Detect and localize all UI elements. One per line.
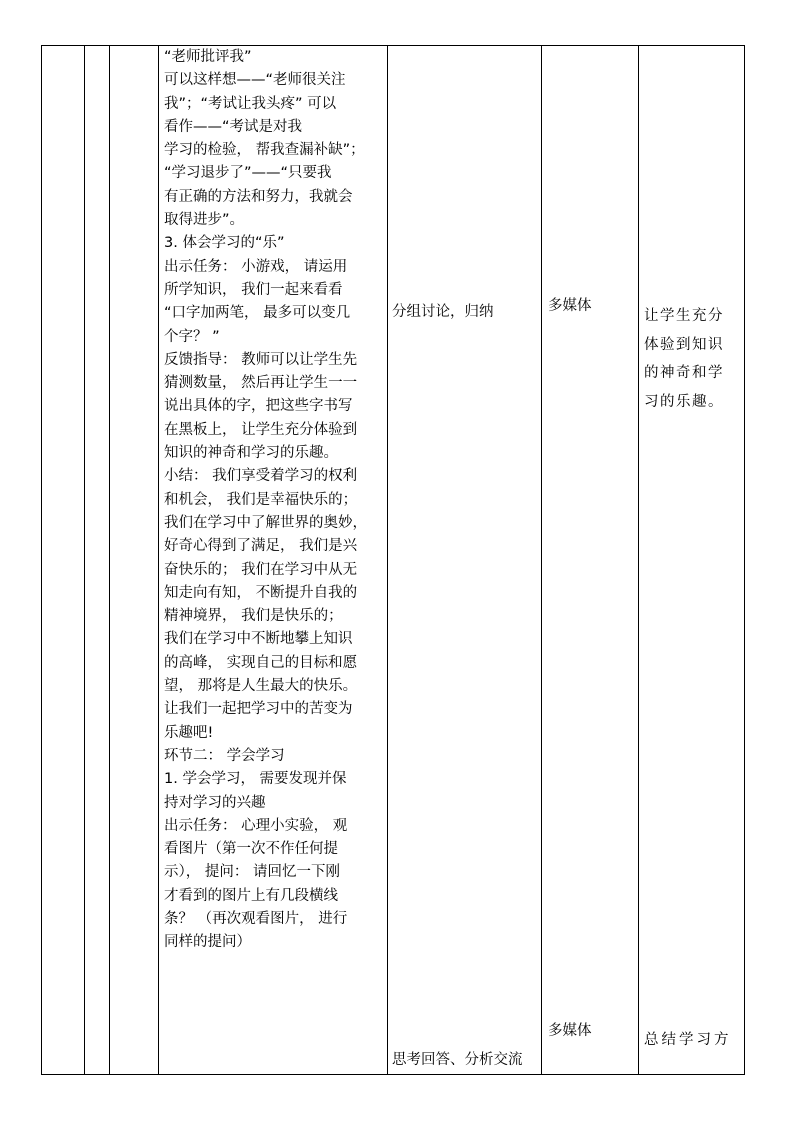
teaching-content-cell [164, 46, 386, 955]
content-line: 1. 学会学习， 需要发现并保 [164, 771, 347, 788]
column-divider [109, 46, 110, 1074]
content-line: 可以这样想——“老师很关注 [164, 72, 346, 89]
content-line: 在黑板上， 让学生充分体验到 [164, 421, 358, 438]
content-line: 环节二： 学会学习 [164, 747, 285, 764]
content-line: 个字？ ” [164, 328, 220, 345]
content-line: 奋快乐的； 我们在学习中从无 [164, 561, 358, 578]
content-line: “老师批评我” [164, 49, 252, 65]
content-line: 取得进步”。 [164, 212, 245, 229]
content-line: 我”；“考试让我头疼” 可以 [164, 95, 337, 112]
content-line: 出示任务： 心理小实验， 观 [164, 817, 348, 834]
content-line: 才看到的图片上有几段横线 [164, 887, 338, 904]
content-line: 我们在学习中不断地攀上知识 [164, 631, 353, 648]
student-activity-cell: 思考回答、分析交流 [392, 1052, 523, 1068]
content-line: 说出具体的字，把这些字书写 [164, 398, 353, 415]
intent-line: 体验到知识 [644, 336, 724, 353]
content-line: 看作——“考试是对我 [164, 118, 303, 135]
content-line: 出示任务： 小游戏， 请运用 [164, 258, 348, 275]
content-line: 猜测数量， 然后再让学生一一 [164, 375, 358, 392]
content-line: “学习退步了”——“只要我 [164, 165, 332, 182]
content-line: 望， 那将是人生最大的快乐。 [164, 678, 358, 695]
column-divider [387, 46, 388, 1074]
content-line: 示）， 提问： 请回忆一下刚 [164, 864, 340, 881]
content-line: 的高峰， 实现自己的目标和愿 [164, 654, 358, 671]
content-line: 知识的神奇和学习的乐趣。 [164, 445, 338, 462]
content-line: 反馈指导： 教师可以让学生先 [164, 351, 358, 368]
content-line: 所学知识， 我们一起来看看 [164, 281, 343, 298]
content-line: 我们在学习中了解世界的奥妙， [164, 514, 367, 531]
content-line: “口字加两笔， 最多可以变几 [164, 305, 351, 322]
content-line: 乐趣吧! [164, 724, 214, 741]
intent-line: 的神奇和学 [644, 365, 724, 381]
content-line: 有正确的方法和努力，我就会 [164, 188, 353, 205]
column-divider [541, 46, 542, 1074]
content-line: 学习的检验， 帮我查漏补缺”； [164, 142, 365, 159]
content-line: 知走向有知， 不断提升自我的 [164, 584, 358, 601]
content-line: 3. 体会学习的“乐” [164, 235, 285, 252]
design-intent-cell: 总结学习方 [644, 1032, 732, 1048]
content-line: 让我们一起把学习中的苦变为 [164, 701, 353, 718]
column-divider [158, 46, 159, 1074]
intent-line: 让学生充分 [644, 308, 724, 324]
media-cell: 多媒体 [548, 298, 592, 314]
intent-line: 习的乐趣。 [644, 393, 724, 410]
student-activity-cell: 分组讨论，归纳 [392, 304, 494, 320]
content-line: 同样的提问） [164, 934, 251, 951]
lesson-plan-table [41, 45, 745, 1075]
media-cell: 多媒体 [548, 1023, 592, 1039]
column-divider [638, 46, 639, 1074]
content-line: 好奇心得到了满足， 我们是兴 [164, 538, 358, 555]
column-divider [84, 46, 85, 1074]
content-line: 看图片（第一次不作任何提 [164, 841, 338, 858]
design-intent-cell [644, 302, 724, 416]
content-line: 精神境界， 我们是快乐的； [164, 608, 343, 625]
content-line: 持对学习的兴趣 [164, 794, 266, 811]
content-line: 和机会， 我们是幸福快乐的； [164, 491, 358, 508]
content-line: 条？ （再次观看图片， 进行 [164, 910, 348, 927]
content-line: 小结： 我们享受着学习的权利 [164, 468, 358, 485]
